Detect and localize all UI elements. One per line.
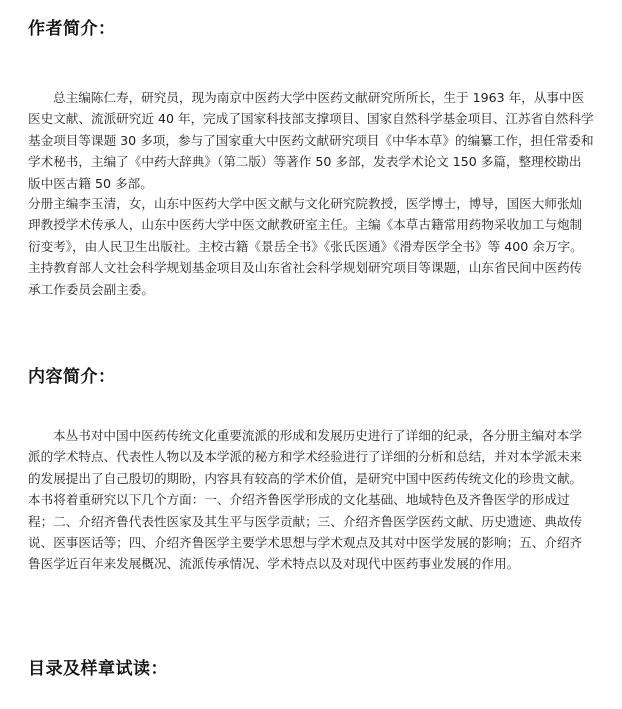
toc-sample-heading: 目录及样章试读：: [28, 659, 168, 679]
author-intro-heading: 作者简介：: [28, 19, 116, 39]
content-intro-paragraph: 本丛书对中国中医药传统文化重要流派的形成和发展历史进行了详细的纪录，各分册主编对本学派的学术特点、代表性人物以及本学派的秘方和学术经验进行了详细的分析和总结，并对本学派未来的发展提出了自己殷切的期盼，内容具有较高的学术价值，是研究中国中医药传统文化的珍贵文献。本书将着重研究以下几个方面：一、介绍齐鲁医学形成的文化基础、地域特色及齐鲁医学的形成过程；二、介绍齐鲁代表性医家及其生平与医学贡献；三、介绍齐鲁医学医药文献、历史遗迹、典故传说、医事医话等；四、介绍齐鲁医学主要学术思想与学术观点及其对中医学发展的影响；五、介绍齐鲁医学近百年来发展概况、流派传承情况、学术特点以及对现代中医药事业发展的作用。: [28, 428, 583, 572]
author-intro-paragraph-volume-editor: 分册主编李玉清，女，山东中医药大学中医文献与文化研究院教授，医学博士，博导，国医大师张灿玾教授学术传承人，山东中医药大学中医文献教研室主任。主编《本草古籍常用药物采收加工与炮制衍变考》，由人民卫生出版社。主校古籍《景岳全书》《张氏医通》《滑寿医学全书》等 400 余万字。主持教育部人文社会科学规划基金项目及山东省社会科学规划研究项目等课题，山东省民间中医药传承工作委员会副主委。: [28, 196, 583, 297]
author-intro-paragraph-chief-editor: 总主编陈仁寿，研究员，现为南京中医药大学中医药文献研究所所长，生于 1963 年，从事中医医史文献、流派研究近 40 年，完成了国家科技部支撑项目、国家自然科学基金项目、江苏省自然科学基金项目等课题 30 多项，参与了国家重大中医药文献研究项目《中华本草》的编纂工作，担任常委和学术秘书，主编了《中药大辞典》（第二版）等著作 50 多部，发表学术论文 150 多篇，整理校勘出版中医古籍 50 多部。: [28, 90, 594, 191]
content-intro-heading: 内容简介：: [28, 367, 116, 387]
